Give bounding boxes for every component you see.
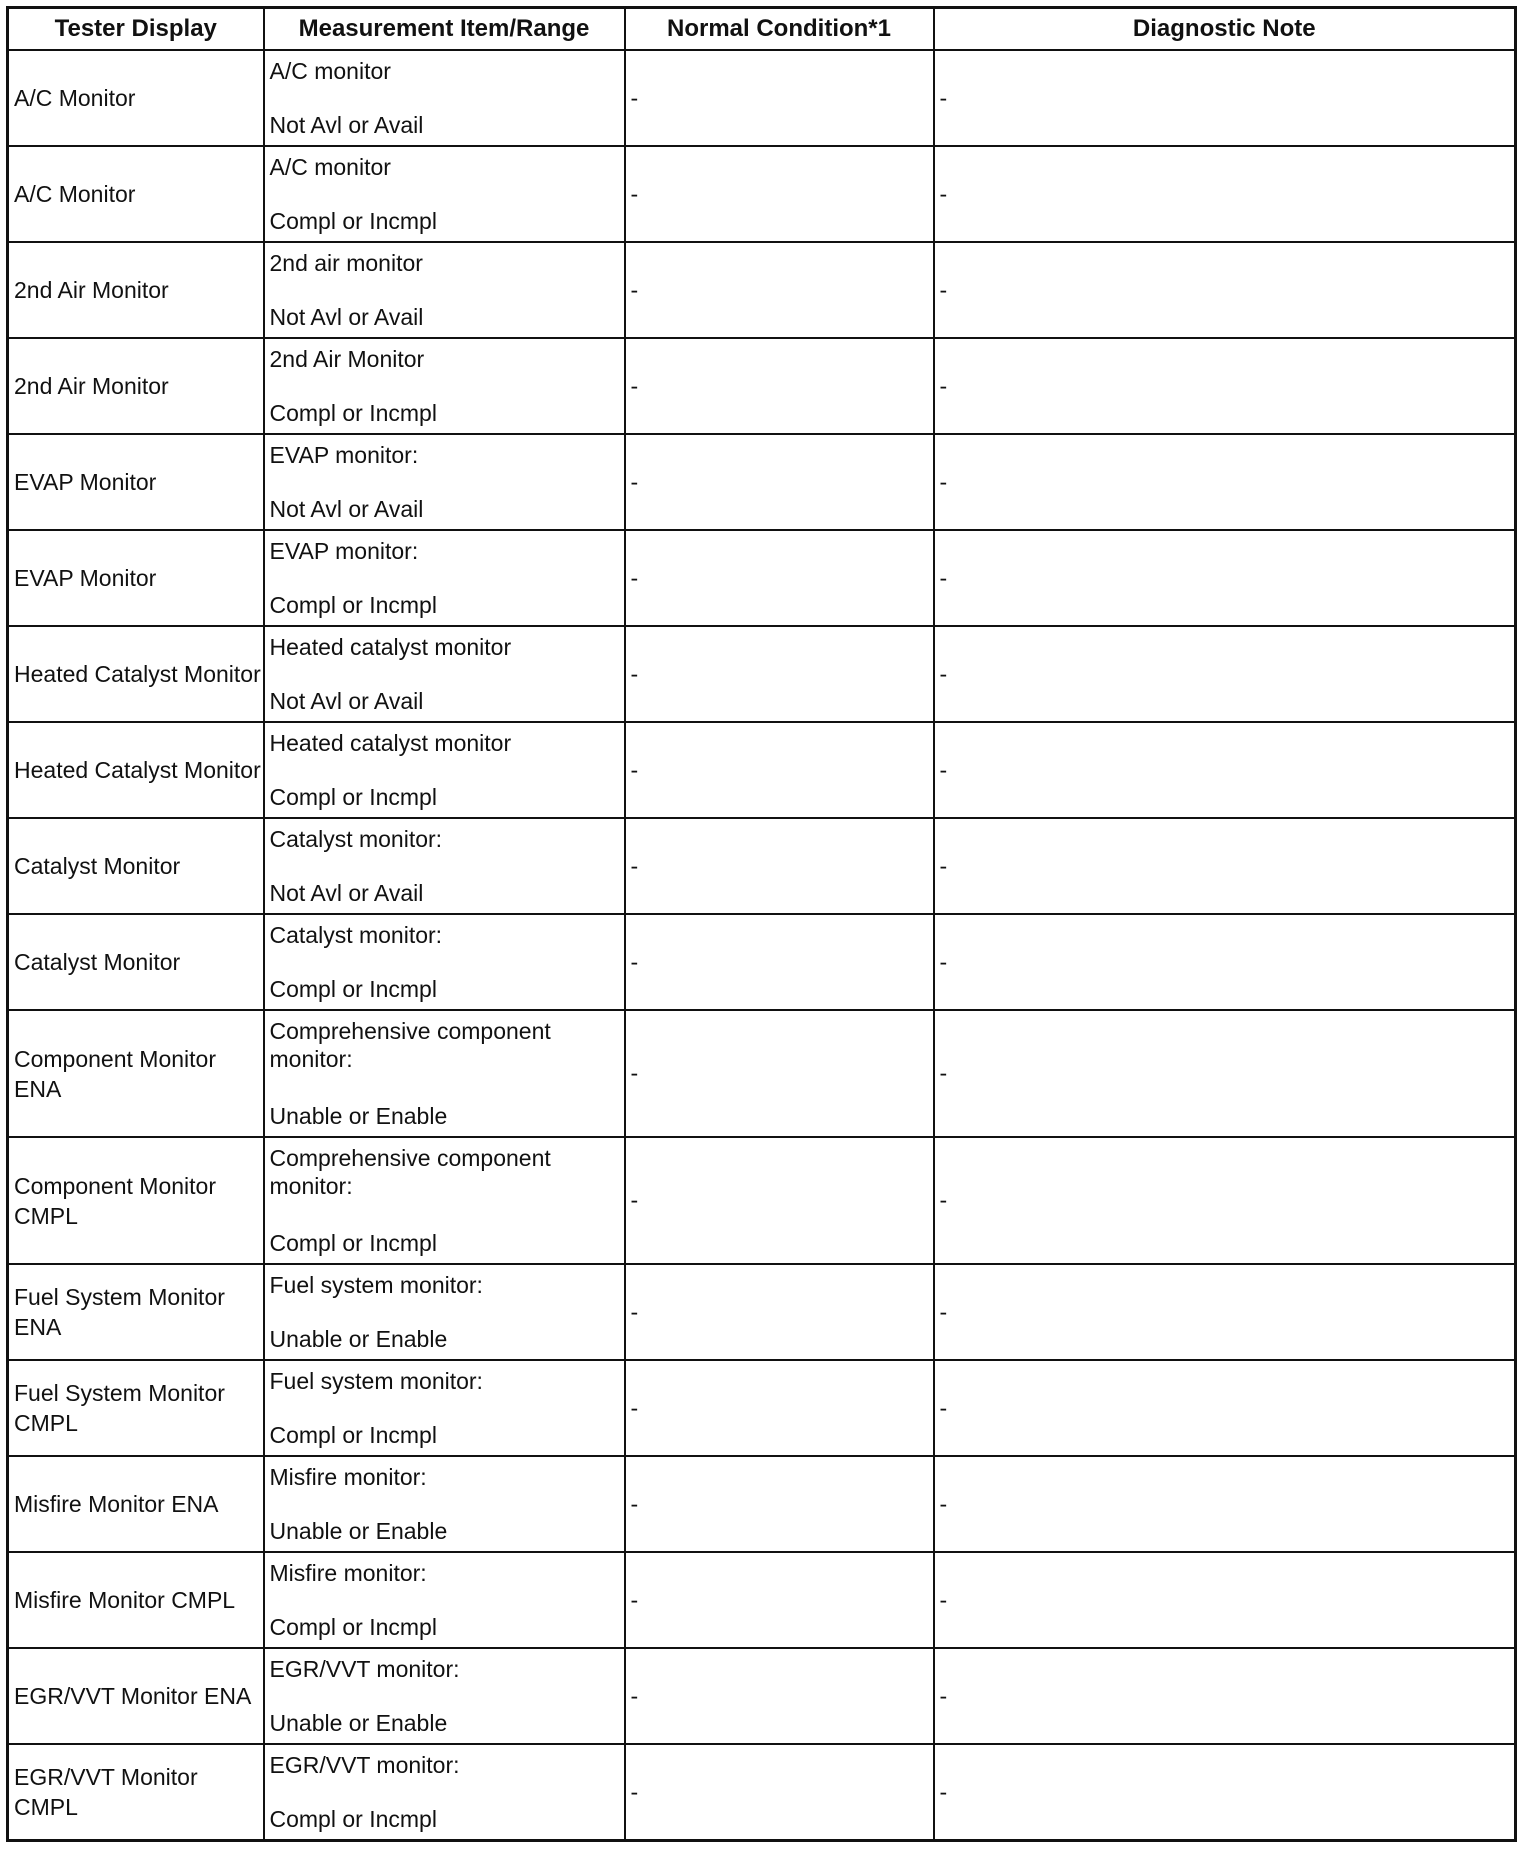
table-row	[8, 242, 1516, 338]
table-row	[8, 1456, 1516, 1552]
measurement-range: Compl or Incmpl	[269, 1230, 437, 1256]
table-row	[8, 1744, 1516, 1841]
measurement-range: Not Avl or Avail	[269, 880, 424, 906]
measurement-item: Fuel system monitor:	[269, 1272, 483, 1298]
measurement-cell	[264, 434, 625, 530]
measurement-range: Unable or Enable	[269, 1326, 448, 1352]
measurement-item: A/C monitor	[269, 154, 391, 180]
measurement-item: Heated catalyst monitor	[269, 634, 512, 660]
normal-condition-cell: -	[625, 1552, 934, 1648]
tester-display-cell: EVAP Monitor	[8, 434, 264, 530]
measurement-range: Not Avl or Avail	[269, 688, 424, 714]
measurement-item: Heated catalyst monitor	[269, 730, 512, 756]
measurement-item: Catalyst monitor:	[269, 826, 443, 852]
measurement-item: Comprehensive component monitor:	[269, 1145, 551, 1199]
tester-display-cell: Heated Catalyst Monitor	[8, 626, 264, 722]
normal-condition-cell: -	[625, 434, 934, 530]
diagnostic-note-cell: -	[934, 530, 1516, 626]
tester-display-cell: Component Monitor CMPL	[8, 1137, 264, 1264]
tester-display-cell: Misfire Monitor CMPL	[8, 1552, 264, 1648]
measurement-item: EGR/VVT monitor:	[269, 1752, 460, 1778]
measurement-range: Unable or Enable	[269, 1518, 448, 1544]
measurement-cell	[264, 1360, 625, 1456]
measurement-range: Compl or Incmpl	[269, 784, 437, 810]
measurement-range: Not Avl or Avail	[269, 304, 424, 330]
table-row	[8, 146, 1516, 242]
tester-display-cell: EGR/VVT Monitor CMPL	[8, 1744, 264, 1841]
table-row	[8, 1552, 1516, 1648]
table-row	[8, 626, 1516, 722]
measurement-range: Compl or Incmpl	[269, 400, 437, 426]
measurement-cell	[264, 1648, 625, 1744]
diagnostic-note-cell: -	[934, 1137, 1516, 1264]
table-row	[8, 914, 1516, 1010]
table-row	[8, 434, 1516, 530]
normal-condition-cell: -	[625, 1456, 934, 1552]
diagnostic-note-cell: -	[934, 1456, 1516, 1552]
table-row	[8, 818, 1516, 914]
measurement-item: 2nd air monitor	[269, 250, 423, 276]
table-row	[8, 1264, 1516, 1360]
measurement-item: Catalyst monitor:	[269, 922, 443, 948]
table-header-row	[8, 8, 1516, 51]
table-row	[8, 1137, 1516, 1264]
measurement-item: Misfire monitor:	[269, 1560, 427, 1586]
normal-condition-cell: -	[625, 1648, 934, 1744]
header-tester-display: Tester Display	[8, 8, 264, 51]
table-row	[8, 722, 1516, 818]
measurement-item: Fuel system monitor:	[269, 1368, 483, 1394]
measurement-range: Compl or Incmpl	[269, 1422, 437, 1448]
measurement-item: Misfire monitor:	[269, 1464, 427, 1490]
tester-display-cell: Fuel System Monitor CMPL	[8, 1360, 264, 1456]
table-row	[8, 1010, 1516, 1137]
normal-condition-cell: -	[625, 1137, 934, 1264]
measurement-range: Compl or Incmpl	[269, 208, 437, 234]
diagnostic-note-cell: -	[934, 1010, 1516, 1137]
tester-display-cell: EGR/VVT Monitor ENA	[8, 1648, 264, 1744]
diagnostic-note-cell: -	[934, 1264, 1516, 1360]
tester-display-cell: A/C Monitor	[8, 146, 264, 242]
measurement-cell	[264, 722, 625, 818]
normal-condition-cell: -	[625, 1744, 934, 1841]
tester-display-cell: 2nd Air Monitor	[8, 242, 264, 338]
measurement-range: Not Avl or Avail	[269, 496, 424, 522]
table-row	[8, 530, 1516, 626]
measurement-range: Compl or Incmpl	[269, 976, 437, 1002]
normal-condition-cell: -	[625, 338, 934, 434]
normal-condition-cell: -	[625, 914, 934, 1010]
diagnostic-note-cell: -	[934, 338, 1516, 434]
diagnostic-note-cell: -	[934, 818, 1516, 914]
normal-condition-cell: -	[625, 146, 934, 242]
measurement-cell	[264, 1552, 625, 1648]
normal-condition-cell: -	[625, 530, 934, 626]
diagnostic-note-cell: -	[934, 434, 1516, 530]
measurement-range: Compl or Incmpl	[269, 1806, 437, 1832]
table-row	[8, 338, 1516, 434]
diagnostic-note-cell: -	[934, 1744, 1516, 1841]
measurement-cell	[264, 626, 625, 722]
header-diagnostic-note: Diagnostic Note	[934, 8, 1516, 51]
tester-display-cell: Heated Catalyst Monitor	[8, 722, 264, 818]
diagnostic-note-cell: -	[934, 1552, 1516, 1648]
measurement-cell	[264, 1456, 625, 1552]
diagnostic-note-cell: -	[934, 242, 1516, 338]
measurement-range: Compl or Incmpl	[269, 1614, 437, 1640]
normal-condition-cell: -	[625, 818, 934, 914]
measurement-cell	[264, 530, 625, 626]
measurement-range: Unable or Enable	[269, 1710, 448, 1736]
measurement-item: A/C monitor	[269, 58, 391, 84]
tester-display-cell: Component Monitor ENA	[8, 1010, 264, 1137]
measurement-cell	[264, 242, 625, 338]
measurement-cell	[264, 1137, 625, 1264]
measurement-range: Compl or Incmpl	[269, 592, 437, 618]
diagnostic-note-cell: -	[934, 1360, 1516, 1456]
measurement-item: 2nd Air Monitor	[269, 346, 425, 372]
table-row	[8, 1360, 1516, 1456]
normal-condition-cell: -	[625, 242, 934, 338]
header-measurement-item: Measurement Item/Range	[264, 8, 625, 51]
diagnostic-note-cell: -	[934, 146, 1516, 242]
header-normal-condition: Normal Condition*1	[625, 8, 934, 51]
measurement-range: Not Avl or Avail	[269, 112, 424, 138]
normal-condition-cell: -	[625, 1264, 934, 1360]
measurement-item: EGR/VVT monitor:	[269, 1656, 460, 1682]
normal-condition-cell: -	[625, 626, 934, 722]
measurement-cell	[264, 338, 625, 434]
measurement-item: EVAP monitor:	[269, 442, 419, 468]
tester-display-cell: 2nd Air Monitor	[8, 338, 264, 434]
measurement-cell	[264, 914, 625, 1010]
measurement-cell	[264, 818, 625, 914]
measurement-cell	[264, 146, 625, 242]
measurement-item: EVAP monitor:	[269, 538, 419, 564]
measurement-cell	[264, 50, 625, 146]
data-list-table	[6, 6, 1517, 1842]
normal-condition-cell: -	[625, 50, 934, 146]
diagnostic-note-cell: -	[934, 50, 1516, 146]
tester-display-cell: Catalyst Monitor	[8, 818, 264, 914]
measurement-cell	[264, 1010, 625, 1137]
diagnostic-note-cell: -	[934, 1648, 1516, 1744]
measurement-item: Comprehensive component monitor:	[269, 1018, 551, 1072]
normal-condition-cell: -	[625, 722, 934, 818]
measurement-cell	[264, 1744, 625, 1841]
measurement-range: Unable or Enable	[269, 1103, 448, 1129]
measurement-cell	[264, 1264, 625, 1360]
table-row	[8, 50, 1516, 146]
diagnostic-note-cell: -	[934, 722, 1516, 818]
tester-display-cell: Fuel System Monitor ENA	[8, 1264, 264, 1360]
normal-condition-cell: -	[625, 1010, 934, 1137]
tester-display-cell: Catalyst Monitor	[8, 914, 264, 1010]
diagnostic-note-cell: -	[934, 914, 1516, 1010]
normal-condition-cell: -	[625, 1360, 934, 1456]
tester-display-cell: A/C Monitor	[8, 50, 264, 146]
data-list-table-wrapper	[6, 6, 1517, 1842]
tester-display-cell: Misfire Monitor ENA	[8, 1456, 264, 1552]
diagnostic-note-cell: -	[934, 626, 1516, 722]
tester-display-cell: EVAP Monitor	[8, 530, 264, 626]
table-row	[8, 1648, 1516, 1744]
